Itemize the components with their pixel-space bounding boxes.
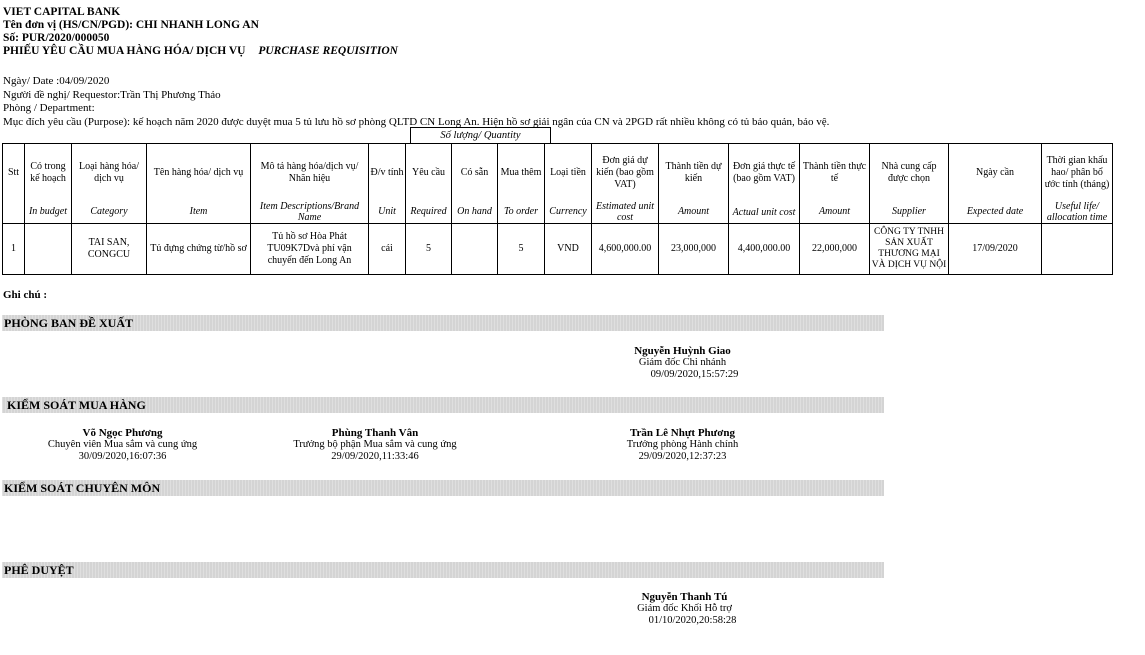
table-cell: 17/09/2020 <box>949 224 1042 275</box>
table-cell <box>25 224 72 275</box>
signer-title: Chuyên viên Mua sắm và cung ứng <box>47 439 198 450</box>
table-cell: 5 <box>498 224 545 275</box>
col-header-en: To order <box>498 201 545 224</box>
table-cell: TAI SAN, CONGCU <box>72 224 147 275</box>
section-title: KIỂM SOÁT CHUYÊN MÔN <box>4 481 161 495</box>
col-header-en: Amount <box>800 201 870 224</box>
signed-time: 29/09/2020,12:37:23 <box>638 451 727 462</box>
signer-name: Phùng Thanh Vân <box>331 427 419 439</box>
table-row <box>3 224 1113 275</box>
col-header: Loại tiền <box>545 144 592 202</box>
col-header-en: Estimated unit cost <box>592 201 659 224</box>
table-cell: cái <box>369 224 406 275</box>
header-row-vn <box>3 144 1113 202</box>
col-header: Có sẵn <box>452 144 498 202</box>
col-header-en: Item <box>147 201 251 224</box>
section-title: PHÒNG BAN ĐỀ XUẤT <box>4 316 134 330</box>
table-cell: 4,400,000.00 <box>729 224 800 275</box>
table-cell: 5 <box>406 224 452 275</box>
col-header-en: In budget <box>25 201 72 224</box>
section-title: PHÊ DUYỆT <box>4 563 74 577</box>
col-header-en: Useful life/ allocation time <box>1042 201 1113 224</box>
signed-time: 29/09/2020,11:33:46 <box>331 451 419 462</box>
col-header-en: Supplier <box>870 201 949 224</box>
col-header: Yêu cầu <box>406 144 452 202</box>
col-header-en: Amount <box>659 201 729 224</box>
table-cell: 1 <box>3 224 25 275</box>
signer-name: Nguyễn Huỳnh Giao <box>634 345 731 357</box>
section-bar-approval <box>2 562 884 578</box>
table-cell: 23,000,000 <box>659 224 729 275</box>
signed-time: 30/09/2020,16:07:36 <box>78 451 167 462</box>
section-bar-purchase-control <box>2 397 884 413</box>
bank-name: VIET CAPITAL BANK <box>3 6 121 18</box>
signer-name: Võ Ngọc Phương <box>82 427 163 439</box>
unit-name: Tên đơn vị (HS/CN/PGD): CHI NHANH LONG AN <box>3 19 259 31</box>
col-header-en: Item Descriptions/Brand Name <box>251 201 369 224</box>
document-title-en: PURCHASE REQUISITION <box>258 45 398 57</box>
col-header: Stt <box>3 144 25 202</box>
signed-time: 09/09/2020,15:57:29 <box>650 369 739 380</box>
col-header: Mua thêm <box>498 144 545 202</box>
quantity-group-header: Số lượng/ Quantity <box>410 127 551 143</box>
col-header-en: Unit <box>369 201 406 224</box>
signature-proposer <box>610 345 755 381</box>
signature-control-2 <box>280 427 470 463</box>
col-header-en: Expected date <box>949 201 1042 224</box>
section-title: KIỂM SOÁT MUA HÀNG <box>7 398 146 412</box>
table-cell: Tủ đựng chứng từ/hồ sơ <box>147 224 251 275</box>
table-cell: VND <box>545 224 592 275</box>
signer-name: Trần Lê Nhựt Phương <box>630 427 735 439</box>
section-bar-professional-control <box>2 480 884 496</box>
col-header: Loại hàng hóa/ dịch vụ <box>72 144 147 202</box>
purpose: Mục đích yêu cầu (Purpose): kế hoạch năm 2020 được duyệt mua 5 tủ lưu hồ sơ phòng QLTD CN Long An. Hiện hồ sơ giải ngân của CN và 2PGD rất nhiều không có tủ bảo quản, bảo vệ. <box>3 116 830 128</box>
col-header-en: Currency <box>545 201 592 224</box>
col-header: Thành tiền dự kiến <box>659 144 729 202</box>
request-date: Ngày/ Date :04/09/2020 <box>3 75 110 87</box>
col-header-en: Required <box>406 201 452 224</box>
col-header: Nhà cung cấp được chọn <box>870 144 949 202</box>
document-number: Số: PUR/2020/000050 <box>3 32 110 44</box>
signature-approver <box>612 591 757 627</box>
signer-name: Nguyễn Thanh Tú <box>641 591 728 603</box>
section-bar-proposing <box>2 315 884 331</box>
col-header: Tên hàng hóa/ dịch vụ <box>147 144 251 202</box>
signer-title: Trưởng bộ phận Mua sắm và cung ứng <box>293 439 457 450</box>
signer-title: Giám đốc Khối Hỗ trợ <box>637 603 732 614</box>
col-header: Mô tả hàng hóa/dịch vụ/ Nhãn hiệu <box>251 144 369 202</box>
col-header-en: On hand <box>452 201 498 224</box>
col-header: Thời gian khấu hao/ phân bổ ước tính (tháng) <box>1042 144 1113 202</box>
requisition-table <box>2 143 1113 275</box>
table-cell <box>1042 224 1113 275</box>
table-cell <box>452 224 498 275</box>
col-header: Đ/v tính <box>369 144 406 202</box>
document-title-vn: PHIẾU YÊU CẦU MUA HÀNG HÓA/ DỊCH VỤ <box>3 45 246 57</box>
requestor: Người đề nghị/ Requestor:Trần Thị Phương Thảo <box>3 89 221 101</box>
table-cell: 4,600,000.00 <box>592 224 659 275</box>
header-row-en <box>3 201 1113 224</box>
col-header: Đơn giá dự kiến (bao gồm VAT) <box>592 144 659 202</box>
col-header: Thành tiền thực tế <box>800 144 870 202</box>
table-cell: Tủ hồ sơ Hòa Phát TU09K7Dvà phí vận chuyển đến Long An <box>251 224 369 275</box>
col-header: Ngày cần <box>949 144 1042 202</box>
table-cell: CÔNG TY TNHH SẢN XUẤT THƯƠNG MẠI VÀ DỊCH VỤ NỘI <box>870 224 949 275</box>
signer-title: Trưởng phòng Hành chính <box>626 439 739 450</box>
table-cell: 22,000,000 <box>800 224 870 275</box>
col-header-en <box>3 201 25 224</box>
notes-label: Ghi chú : <box>3 289 48 301</box>
signer-title: Giám đốc Chi nhánh <box>638 357 727 368</box>
document-title <box>3 45 398 58</box>
col-header: Có trong kế hoạch <box>25 144 72 202</box>
department: Phòng / Department: <box>3 102 95 114</box>
signed-time: 01/10/2020,20:58:28 <box>648 615 737 626</box>
col-header-en: Category <box>72 201 147 224</box>
col-header-en: Actual unit cost <box>729 201 800 224</box>
signature-control-1 <box>40 427 205 463</box>
signature-control-3 <box>610 427 755 463</box>
col-header: Đơn giá thực tế (bao gồm VAT) <box>729 144 800 202</box>
